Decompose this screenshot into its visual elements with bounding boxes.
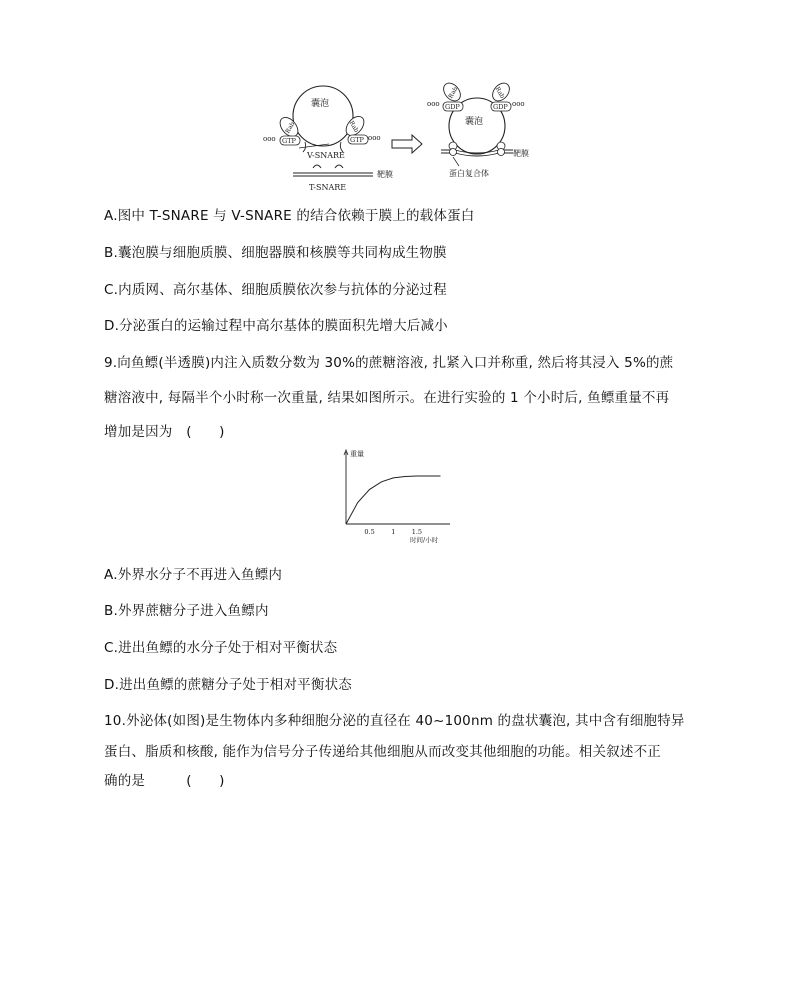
q9-option-a: A.外界水分子不再进入鱼鳔内 xyxy=(104,567,283,583)
left-rab-label-r: Rab xyxy=(347,119,360,134)
q8-option-c: C.内质网、高尔基体、细胞质膜依次参与抗体的分泌过程 xyxy=(104,282,447,298)
complex-label: 蛋白复合体 xyxy=(449,169,489,178)
q10-stem-line-3: 确的是 ( ) xyxy=(104,773,225,789)
vesicle-snare-diagram xyxy=(255,78,545,198)
right-gdp-label-l: GDP xyxy=(445,103,460,111)
x-tick-label-2: 1.5 xyxy=(411,528,423,536)
left-vesicle xyxy=(293,86,353,146)
x-tick-label-1: 1 xyxy=(391,528,396,536)
weight-curve xyxy=(346,476,441,524)
q10-stem-line-2: 蛋白、脂质和核酸, 能作为信号分子传递给其他细胞从而改变其他细胞的功能。相关叙述不正 xyxy=(104,744,661,760)
weight-time-chart xyxy=(338,446,458,546)
right-vesicle-label: 囊泡 xyxy=(465,117,484,127)
right-chain-l: ooo xyxy=(427,100,440,108)
right-rab-label-l: Rab xyxy=(447,85,460,100)
q9-stem-line-2: 糖溶液中, 每隔半个小时称一次重量, 结果如图所示。在进行实验的 1 个小时后, 鱼鳔重量不再 xyxy=(104,390,670,406)
q8-option-b: B.囊泡膜与细胞质膜、细胞器膜和核膜等共同构成生物膜 xyxy=(104,245,447,261)
q8-option-a: A.图中 T-SNARE 与 V-SNARE 的结合依赖于膜上的载体蛋白 xyxy=(104,208,475,224)
right-chain-r: ooo xyxy=(512,100,525,108)
left-membrane-label: 靶膜 xyxy=(377,170,393,179)
left-chain-r: ooo xyxy=(368,134,381,142)
x-axis-label: 时间/小时 xyxy=(410,536,439,544)
q9-option-d: D.进出鱼鳔的蔗糖分子处于相对平衡状态 xyxy=(104,677,352,693)
left-gtp-label-r: GTP xyxy=(350,136,364,144)
left-rab-label-l: Rab xyxy=(284,120,297,135)
q9-stem-line-3: 增加是因为 ( ) xyxy=(104,424,225,440)
right-membrane-label: 靶膜 xyxy=(513,149,529,158)
y-axis-label: 重量 xyxy=(350,450,364,458)
right-panel xyxy=(427,80,529,178)
q10-stem-line-1: 10.外泌体(如图)是生物体内多种细胞分泌的直径在 40~100nm 的盘状囊泡, 其中含有细胞特异 xyxy=(104,713,685,729)
left-vesicle-label: 囊泡 xyxy=(311,99,330,109)
q9-option-b: B.外界蔗糖分子进入鱼鳔内 xyxy=(104,603,269,619)
x-tick-label-0: 0.5 xyxy=(364,528,375,536)
right-gdp-label-r: GDP xyxy=(493,103,508,111)
left-chain-l: ooo xyxy=(263,135,276,143)
left-panel xyxy=(263,86,393,192)
q9-stem-line-1: 9.向鱼鳔(半透膜)内注入质数分数为 30%的蔗糖溶液, 扎紧入口并称重, 然后将其浸入 5%的蔗 xyxy=(104,355,674,371)
arrow-icon xyxy=(392,135,422,153)
v-snare-label: V-SNARE xyxy=(307,151,345,160)
right-rab-label-r: Rab xyxy=(493,85,506,100)
q8-option-d: D.分泌蛋白的运输过程中高尔基体的膜面积先增大后减小 xyxy=(104,318,448,334)
left-gtp-label-l: GTP xyxy=(282,137,296,145)
t-snare-label: T-SNARE xyxy=(309,183,347,192)
q9-option-c: C.进出鱼鳔的水分子处于相对平衡状态 xyxy=(104,640,338,656)
